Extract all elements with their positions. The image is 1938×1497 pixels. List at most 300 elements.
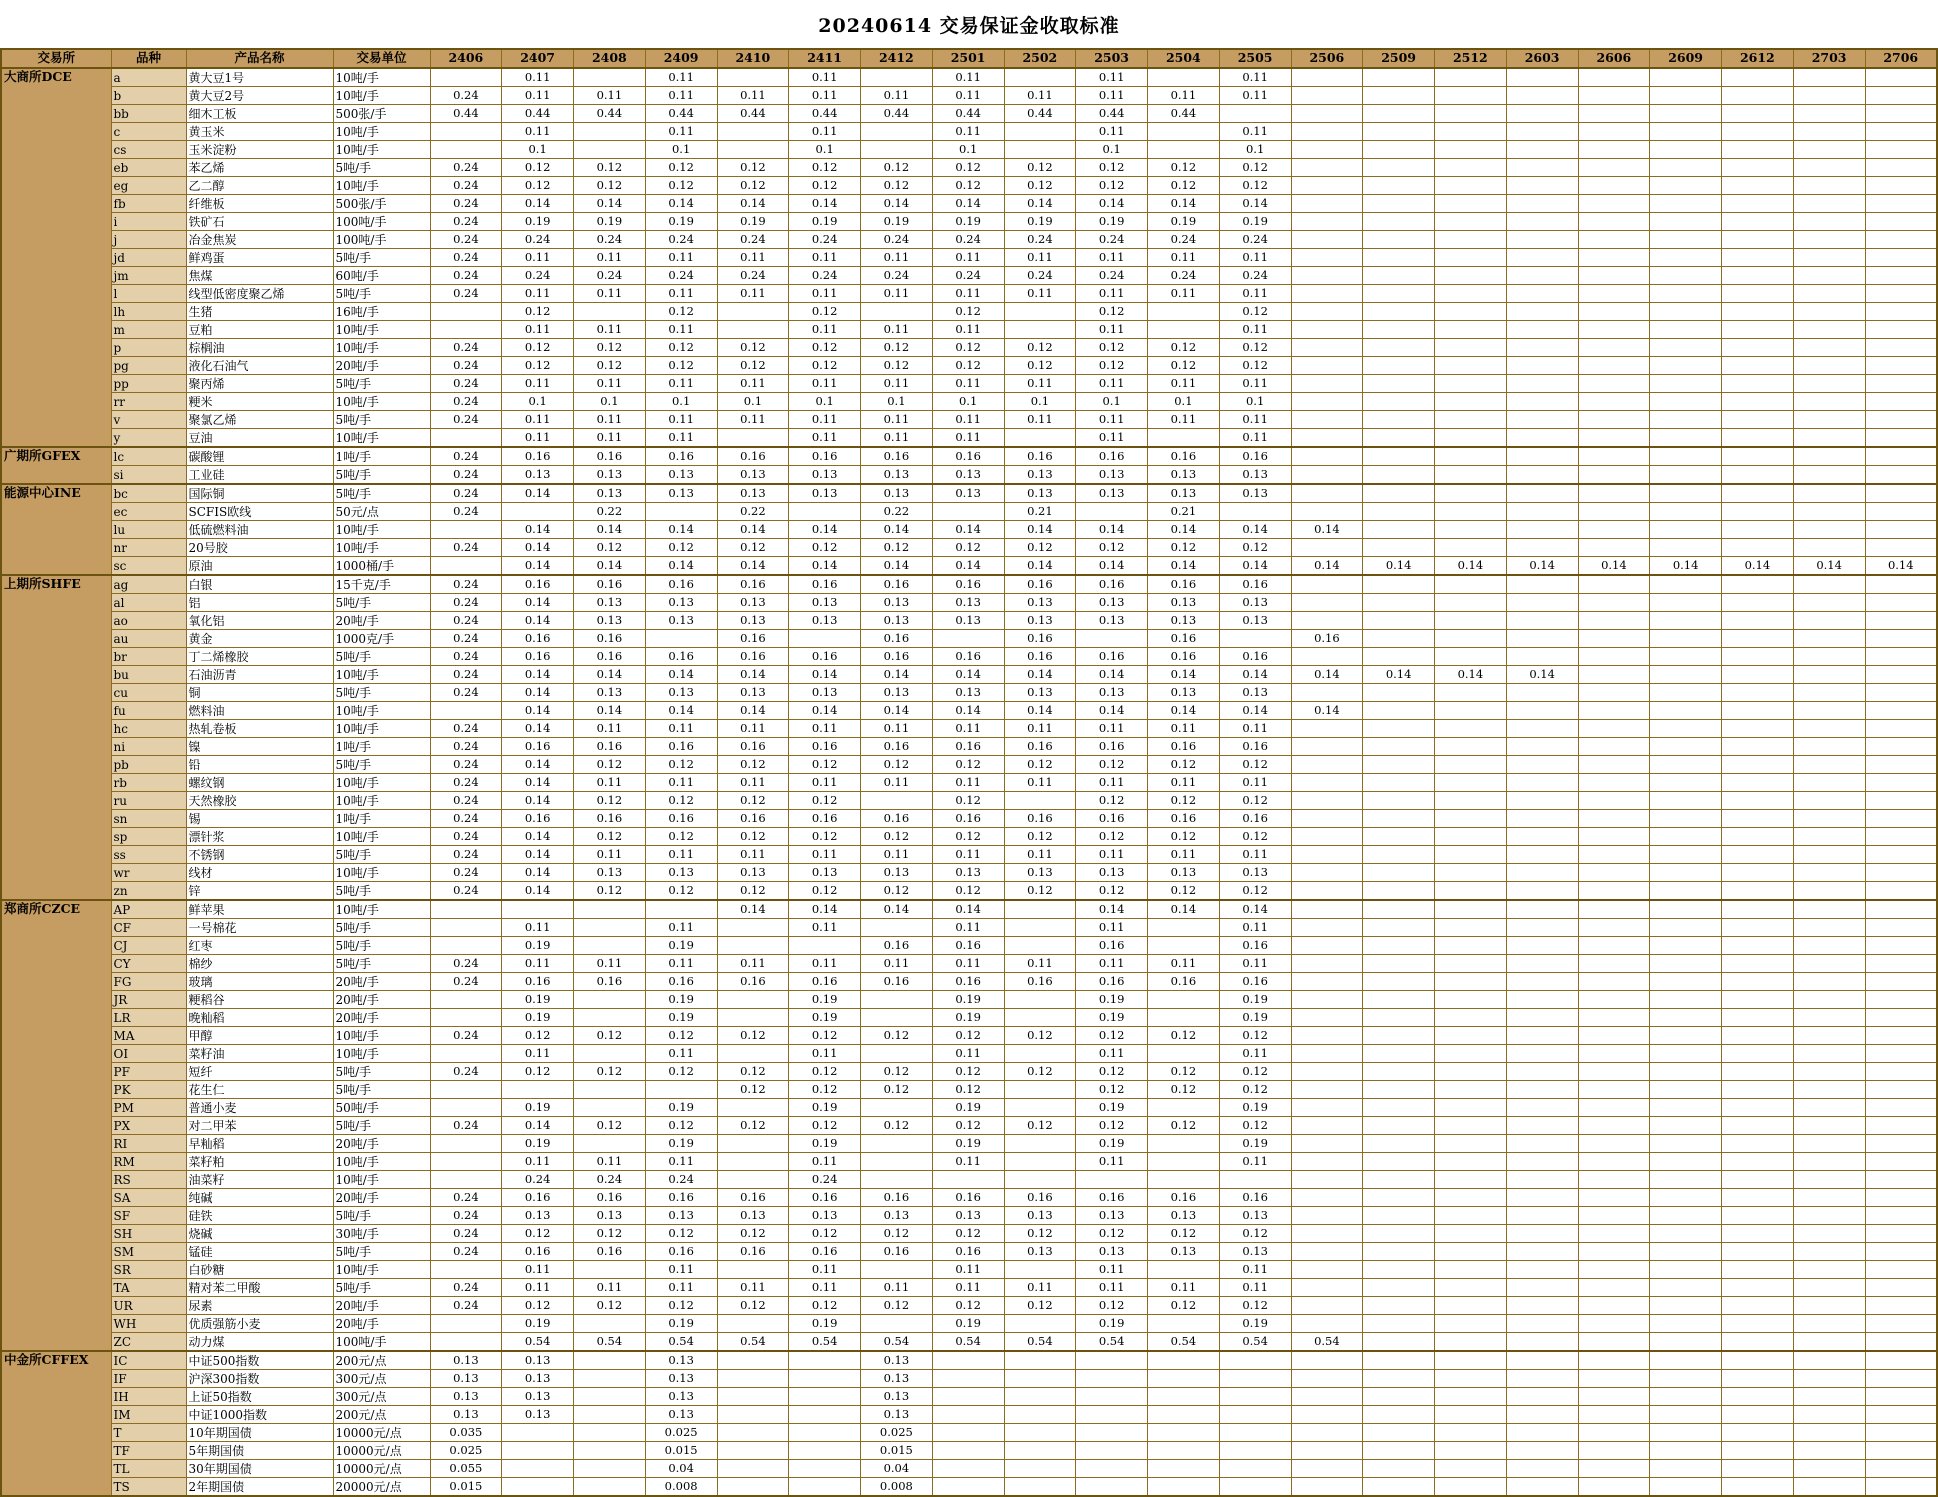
value-cell <box>1650 321 1722 339</box>
value-cell <box>1793 1153 1865 1171</box>
value-cell: 0.12 <box>1148 882 1220 901</box>
table-row <box>1 303 1937 321</box>
value-cell: 0.1 <box>1148 393 1220 411</box>
value-cell <box>1363 1279 1435 1297</box>
value-cell: 0.19 <box>1219 991 1291 1009</box>
value-cell <box>1506 684 1578 702</box>
value-cell: 0.12 <box>1219 1063 1291 1081</box>
value-cell: 0.16 <box>717 575 789 594</box>
value-cell: 0.14 <box>1865 557 1937 576</box>
value-cell: 0.13 <box>1004 864 1076 882</box>
value-cell <box>717 141 789 159</box>
value-cell <box>1363 1135 1435 1153</box>
value-cell <box>1291 684 1363 702</box>
value-cell <box>1578 1225 1650 1243</box>
value-cell <box>1650 1189 1722 1207</box>
product-cell: 螺纹钢 <box>186 774 333 792</box>
value-cell <box>574 937 646 955</box>
value-cell <box>502 1424 574 1442</box>
value-cell: 0.19 <box>1076 1099 1148 1117</box>
table-row <box>1 429 1937 448</box>
unit-cell: 5吨/手 <box>333 937 430 955</box>
value-cell: 0.12 <box>717 1081 789 1099</box>
value-cell <box>1793 1045 1865 1063</box>
value-cell <box>1506 937 1578 955</box>
value-cell: 0.14 <box>574 702 646 720</box>
value-cell <box>1865 429 1937 448</box>
value-cell: 0.14 <box>789 557 861 576</box>
value-cell <box>1793 1009 1865 1027</box>
value-cell: 0.14 <box>502 792 574 810</box>
value-cell <box>1291 575 1363 594</box>
value-cell: 0.11 <box>1076 720 1148 738</box>
value-cell <box>1650 1279 1722 1297</box>
value-cell <box>1363 1081 1435 1099</box>
value-cell <box>789 630 861 648</box>
unit-cell: 10吨/手 <box>333 429 430 448</box>
value-cell <box>1291 738 1363 756</box>
value-cell: 0.14 <box>502 484 574 503</box>
value-cell: 0.16 <box>1148 648 1220 666</box>
variety-cell: j <box>111 231 186 249</box>
value-cell <box>1506 1171 1578 1189</box>
value-cell: 0.16 <box>1076 575 1148 594</box>
value-cell <box>1363 1424 1435 1442</box>
value-cell <box>1076 1460 1148 1478</box>
product-cell: 国际铜 <box>186 484 333 503</box>
value-cell <box>1865 1189 1937 1207</box>
value-cell: 0.12 <box>574 159 646 177</box>
value-cell: 0.13 <box>645 612 717 630</box>
table-row <box>1 1081 1937 1099</box>
value-cell <box>1506 1315 1578 1333</box>
value-cell <box>1506 1189 1578 1207</box>
value-cell: 0.12 <box>861 339 933 357</box>
value-cell <box>430 1153 502 1171</box>
value-cell: 0.24 <box>430 1243 502 1261</box>
value-cell <box>1291 1153 1363 1171</box>
value-cell <box>1363 1388 1435 1406</box>
value-cell <box>1650 411 1722 429</box>
month-header: 2410 <box>717 49 789 68</box>
value-cell: 0.13 <box>717 1207 789 1225</box>
value-cell: 0.24 <box>574 1171 646 1189</box>
product-cell: 低硫燃料油 <box>186 521 333 539</box>
value-cell <box>1650 828 1722 846</box>
value-cell <box>1793 1171 1865 1189</box>
value-cell: 0.13 <box>789 466 861 485</box>
value-cell <box>1435 648 1507 666</box>
value-cell <box>1578 666 1650 684</box>
value-cell: 0.11 <box>645 411 717 429</box>
value-cell <box>1793 195 1865 213</box>
product-cell: 粳米 <box>186 393 333 411</box>
value-cell <box>1435 141 1507 159</box>
value-cell: 0.16 <box>789 648 861 666</box>
value-cell <box>1650 1117 1722 1135</box>
unit-cell: 5吨/手 <box>333 955 430 973</box>
value-cell <box>861 1009 933 1027</box>
unit-cell: 5吨/手 <box>333 411 430 429</box>
value-cell: 0.11 <box>861 411 933 429</box>
value-cell: 0.12 <box>932 339 1004 357</box>
value-cell <box>1506 1297 1578 1315</box>
product-cell: 白银 <box>186 575 333 594</box>
value-cell: 0.13 <box>574 612 646 630</box>
value-cell <box>1148 123 1220 141</box>
unit-cell: 10吨/手 <box>333 900 430 919</box>
product-cell: 沪深300指数 <box>186 1370 333 1388</box>
value-cell: 0.1 <box>789 393 861 411</box>
variety-cell: zn <box>111 882 186 901</box>
value-cell: 0.12 <box>645 159 717 177</box>
value-cell <box>1650 594 1722 612</box>
product-cell: 聚丙烯 <box>186 375 333 393</box>
value-cell <box>1291 720 1363 738</box>
value-cell <box>430 702 502 720</box>
value-cell: 0.16 <box>861 630 933 648</box>
value-cell: 0.11 <box>789 1261 861 1279</box>
value-cell: 0.12 <box>574 1225 646 1243</box>
value-cell: 0.16 <box>1076 973 1148 991</box>
value-cell <box>1363 955 1435 973</box>
value-cell <box>789 937 861 955</box>
value-cell <box>1722 231 1794 249</box>
value-cell <box>1219 630 1291 648</box>
value-cell <box>430 1261 502 1279</box>
value-cell: 0.19 <box>645 1315 717 1333</box>
value-cell: 0.12 <box>1004 159 1076 177</box>
value-cell: 0.16 <box>1076 1189 1148 1207</box>
value-cell <box>1650 1442 1722 1460</box>
value-cell <box>1865 1279 1937 1297</box>
value-cell <box>1722 648 1794 666</box>
product-cell: 硅铁 <box>186 1207 333 1225</box>
value-cell <box>1793 1442 1865 1460</box>
value-cell <box>1793 1027 1865 1045</box>
value-cell <box>1722 503 1794 521</box>
value-cell: 0.12 <box>789 303 861 321</box>
product-cell: 豆油 <box>186 429 333 448</box>
unit-cell: 1吨/手 <box>333 738 430 756</box>
value-cell: 0.13 <box>932 684 1004 702</box>
value-cell <box>1650 1370 1722 1388</box>
value-cell <box>1291 991 1363 1009</box>
value-cell: 0.24 <box>430 828 502 846</box>
value-cell: 0.12 <box>1076 339 1148 357</box>
value-cell: 0.1 <box>1004 393 1076 411</box>
value-cell <box>1865 1315 1937 1333</box>
value-cell: 0.12 <box>861 177 933 195</box>
value-cell: 0.14 <box>502 195 574 213</box>
exchange-cell: 郑商所CZCE <box>1 900 111 1351</box>
value-cell <box>1004 1442 1076 1460</box>
value-cell <box>1435 159 1507 177</box>
value-cell <box>1004 1478 1076 1497</box>
value-cell: 0.13 <box>1076 1243 1148 1261</box>
value-cell <box>1363 1460 1435 1478</box>
value-cell <box>1291 1081 1363 1099</box>
value-cell <box>1865 303 1937 321</box>
table-row <box>1 955 1937 973</box>
value-cell: 0.24 <box>430 539 502 557</box>
value-cell <box>1506 1243 1578 1261</box>
value-cell <box>1506 1460 1578 1478</box>
value-cell: 0.16 <box>502 810 574 828</box>
value-cell <box>1578 846 1650 864</box>
value-cell <box>430 303 502 321</box>
value-cell: 0.12 <box>789 828 861 846</box>
value-cell <box>1865 1081 1937 1099</box>
value-cell <box>1578 991 1650 1009</box>
product-cell: 鲜苹果 <box>186 900 333 919</box>
table-row <box>1 1117 1937 1135</box>
value-cell <box>1506 864 1578 882</box>
value-cell: 0.025 <box>645 1424 717 1442</box>
value-cell: 0.13 <box>861 612 933 630</box>
value-cell: 0.1 <box>1219 393 1291 411</box>
value-cell: 0.24 <box>789 267 861 285</box>
value-cell <box>1578 1315 1650 1333</box>
value-cell <box>1363 594 1435 612</box>
value-cell <box>1578 955 1650 973</box>
value-cell: 0.13 <box>502 1406 574 1424</box>
value-cell: 0.13 <box>1004 484 1076 503</box>
unit-cell: 10吨/手 <box>333 702 430 720</box>
value-cell: 0.19 <box>932 1135 1004 1153</box>
value-cell: 0.14 <box>502 539 574 557</box>
value-cell: 0.16 <box>1148 447 1220 466</box>
value-cell <box>1506 429 1578 448</box>
value-cell <box>1291 466 1363 485</box>
value-cell <box>1722 738 1794 756</box>
value-cell <box>574 1370 646 1388</box>
value-cell <box>1793 1460 1865 1478</box>
value-cell <box>430 1171 502 1189</box>
value-cell <box>1578 141 1650 159</box>
value-cell <box>1291 249 1363 267</box>
value-cell <box>1148 68 1220 87</box>
value-cell <box>1793 594 1865 612</box>
value-cell <box>430 1009 502 1027</box>
value-cell: 0.12 <box>932 828 1004 846</box>
value-cell <box>1578 87 1650 105</box>
value-cell <box>1865 612 1937 630</box>
value-cell: 0.19 <box>932 1009 1004 1027</box>
value-cell: 0.11 <box>574 846 646 864</box>
product-cell: 中证500指数 <box>186 1351 333 1370</box>
value-cell <box>1578 195 1650 213</box>
value-cell: 0.11 <box>1148 774 1220 792</box>
value-cell: 0.19 <box>932 213 1004 231</box>
variety-cell: au <box>111 630 186 648</box>
value-cell <box>1793 882 1865 901</box>
value-cell: 0.14 <box>1004 521 1076 539</box>
value-cell <box>1722 484 1794 503</box>
value-cell: 0.16 <box>502 738 574 756</box>
value-cell <box>1793 919 1865 937</box>
value-cell: 0.16 <box>574 810 646 828</box>
value-cell <box>1793 756 1865 774</box>
table-row <box>1 1153 1937 1171</box>
value-cell <box>1076 1171 1148 1189</box>
value-cell <box>574 68 646 87</box>
value-cell: 0.16 <box>645 648 717 666</box>
product-cell: 精对苯二甲酸 <box>186 1279 333 1297</box>
value-cell <box>1578 466 1650 485</box>
value-cell <box>1363 846 1435 864</box>
value-cell <box>1722 666 1794 684</box>
column-header: 交易单位 <box>333 49 430 68</box>
value-cell <box>1865 955 1937 973</box>
value-cell <box>1506 1333 1578 1352</box>
value-cell <box>1363 339 1435 357</box>
value-cell: 0.19 <box>789 991 861 1009</box>
value-cell: 0.16 <box>861 575 933 594</box>
product-cell: 丁二烯橡胶 <box>186 648 333 666</box>
table-row <box>1 1207 1937 1225</box>
unit-cell: 10000元/点 <box>333 1442 430 1460</box>
value-cell <box>1578 1189 1650 1207</box>
value-cell <box>1506 303 1578 321</box>
value-cell: 0.12 <box>502 303 574 321</box>
value-cell <box>717 1153 789 1171</box>
value-cell <box>1506 756 1578 774</box>
variety-cell: LR <box>111 1009 186 1027</box>
value-cell <box>1291 864 1363 882</box>
table-row <box>1 177 1937 195</box>
value-cell: 0.16 <box>932 1189 1004 1207</box>
value-cell <box>1722 955 1794 973</box>
value-cell <box>1363 991 1435 1009</box>
value-cell: 0.24 <box>430 195 502 213</box>
value-cell <box>1506 447 1578 466</box>
value-cell <box>1722 1243 1794 1261</box>
table-row <box>1 1279 1937 1297</box>
value-cell: 0.11 <box>1219 321 1291 339</box>
table-row <box>1 1063 1937 1081</box>
value-cell <box>1435 882 1507 901</box>
value-cell <box>1363 1442 1435 1460</box>
value-cell <box>1650 575 1722 594</box>
value-cell: 0.12 <box>789 1297 861 1315</box>
value-cell: 0.16 <box>1148 973 1220 991</box>
value-cell: 0.11 <box>932 285 1004 303</box>
value-cell: 0.24 <box>430 792 502 810</box>
unit-cell: 60吨/手 <box>333 267 430 285</box>
value-cell <box>1004 1099 1076 1117</box>
variety-cell: CJ <box>111 937 186 955</box>
exchange-cell: 中金所CFFEX <box>1 1351 111 1496</box>
value-cell <box>1722 1225 1794 1243</box>
month-header: 2408 <box>574 49 646 68</box>
value-cell <box>1004 1315 1076 1333</box>
variety-cell: br <box>111 648 186 666</box>
value-cell: 0.11 <box>932 249 1004 267</box>
value-cell: 0.16 <box>861 648 933 666</box>
value-cell: 0.11 <box>861 285 933 303</box>
value-cell <box>1435 864 1507 882</box>
value-cell <box>861 1153 933 1171</box>
value-cell: 0.16 <box>932 575 1004 594</box>
product-cell: 晚籼稻 <box>186 1009 333 1027</box>
value-cell: 0.11 <box>789 68 861 87</box>
variety-cell: i <box>111 213 186 231</box>
table-row <box>1 828 1937 846</box>
value-cell: 0.12 <box>1148 539 1220 557</box>
value-cell: 0.16 <box>1219 447 1291 466</box>
value-cell <box>1650 521 1722 539</box>
value-cell <box>1076 1478 1148 1497</box>
value-cell <box>1793 1315 1865 1333</box>
value-cell <box>1435 105 1507 123</box>
unit-cell: 1000克/手 <box>333 630 430 648</box>
value-cell <box>1506 1135 1578 1153</box>
value-cell <box>1793 1279 1865 1297</box>
value-cell: 0.24 <box>430 738 502 756</box>
unit-cell: 30吨/手 <box>333 1225 430 1243</box>
value-cell <box>1363 1370 1435 1388</box>
value-cell <box>717 321 789 339</box>
value-cell: 0.13 <box>574 1207 646 1225</box>
value-cell <box>789 1351 861 1370</box>
value-cell: 0.12 <box>1004 1027 1076 1045</box>
value-cell <box>1865 1333 1937 1352</box>
value-cell: 0.13 <box>430 1406 502 1424</box>
value-cell: 0.22 <box>574 503 646 521</box>
value-cell <box>1363 447 1435 466</box>
value-cell <box>1363 1153 1435 1171</box>
value-cell: 0.11 <box>932 123 1004 141</box>
value-cell <box>1435 539 1507 557</box>
value-cell: 0.11 <box>1076 249 1148 267</box>
value-cell: 0.12 <box>861 756 933 774</box>
value-cell <box>1148 1171 1220 1189</box>
value-cell: 0.12 <box>1004 828 1076 846</box>
value-cell <box>1650 1171 1722 1189</box>
unit-cell: 16吨/手 <box>333 303 430 321</box>
value-cell <box>1793 1424 1865 1442</box>
value-cell: 0.11 <box>502 1045 574 1063</box>
product-cell: 烧碱 <box>186 1225 333 1243</box>
value-cell <box>1291 1370 1363 1388</box>
value-cell: 0.13 <box>717 484 789 503</box>
value-cell <box>1793 503 1865 521</box>
value-cell <box>1722 303 1794 321</box>
variety-cell: SH <box>111 1225 186 1243</box>
value-cell <box>717 1261 789 1279</box>
value-cell <box>1578 539 1650 557</box>
value-cell <box>717 1406 789 1424</box>
value-cell: 0.14 <box>1004 666 1076 684</box>
value-cell: 0.12 <box>1148 177 1220 195</box>
value-cell: 0.19 <box>502 1099 574 1117</box>
value-cell <box>861 1135 933 1153</box>
value-cell: 0.12 <box>932 1081 1004 1099</box>
value-cell: 0.11 <box>1004 375 1076 393</box>
month-header: 2505 <box>1219 49 1291 68</box>
value-cell <box>1435 195 1507 213</box>
value-cell: 0.16 <box>789 1189 861 1207</box>
value-cell <box>1506 267 1578 285</box>
variety-cell: si <box>111 466 186 485</box>
value-cell <box>1722 575 1794 594</box>
product-cell: 原油 <box>186 557 333 576</box>
variety-cell: lc <box>111 447 186 466</box>
value-cell: 0.12 <box>1076 1081 1148 1099</box>
value-cell: 0.13 <box>932 594 1004 612</box>
value-cell <box>1865 846 1937 864</box>
